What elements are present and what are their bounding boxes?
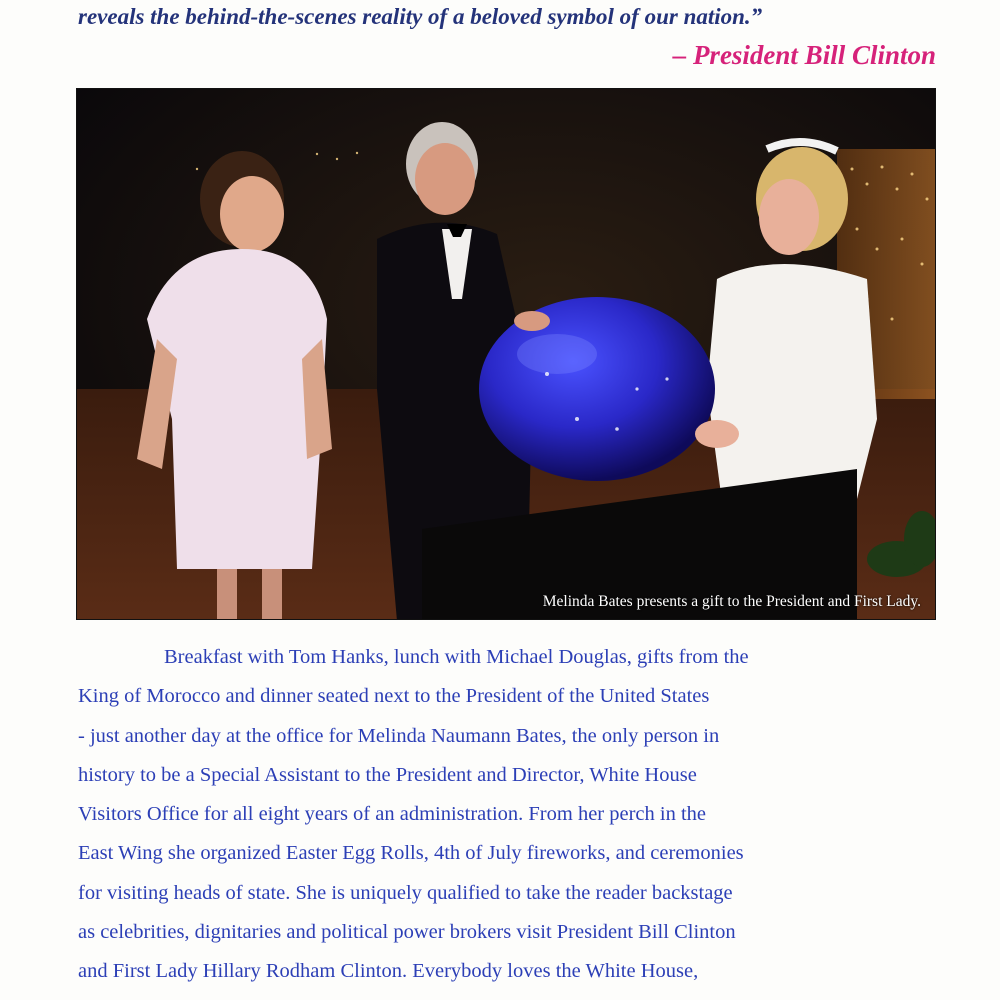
body-line: - just another day at the office for Melinda Naumann Bates, the only person in [78, 724, 720, 747]
quote-text: reveals the behind-the-scenes reality of a beloved symbol of our nation.” [78, 4, 763, 29]
event-photo [76, 88, 936, 620]
quote-attribution: – President Bill Clinton [672, 40, 936, 70]
body-line: King of Morocco and dinner seated next to the President of the United States [78, 685, 710, 708]
body-line: East Wing she organized Easter Egg Rolls, 4th of July fireworks, and ceremonies [78, 842, 744, 865]
body-paragraph [78, 638, 938, 992]
body-line: for visiting heads of state. She is uniquely qualified to take the reader backstage [78, 881, 733, 904]
body-line: history to be a Special Assistant to the President and Director, White House [78, 763, 697, 786]
body-line: Visitors Office for all eight years of an administration. From her perch in the [78, 803, 707, 826]
body-line: as celebrities, dignitaries and political power brokers visit President Bill Clinton [78, 921, 736, 944]
body-line: and First Lady Hillary Rodham Clinton. Everybody loves the White House, [78, 960, 699, 983]
photo-caption: Melinda Bates presents a gift to the President and First Lady. [542, 593, 921, 610]
body-line: Breakfast with Tom Hanks, lunch with Michael Douglas, gifts from the [164, 646, 749, 668]
